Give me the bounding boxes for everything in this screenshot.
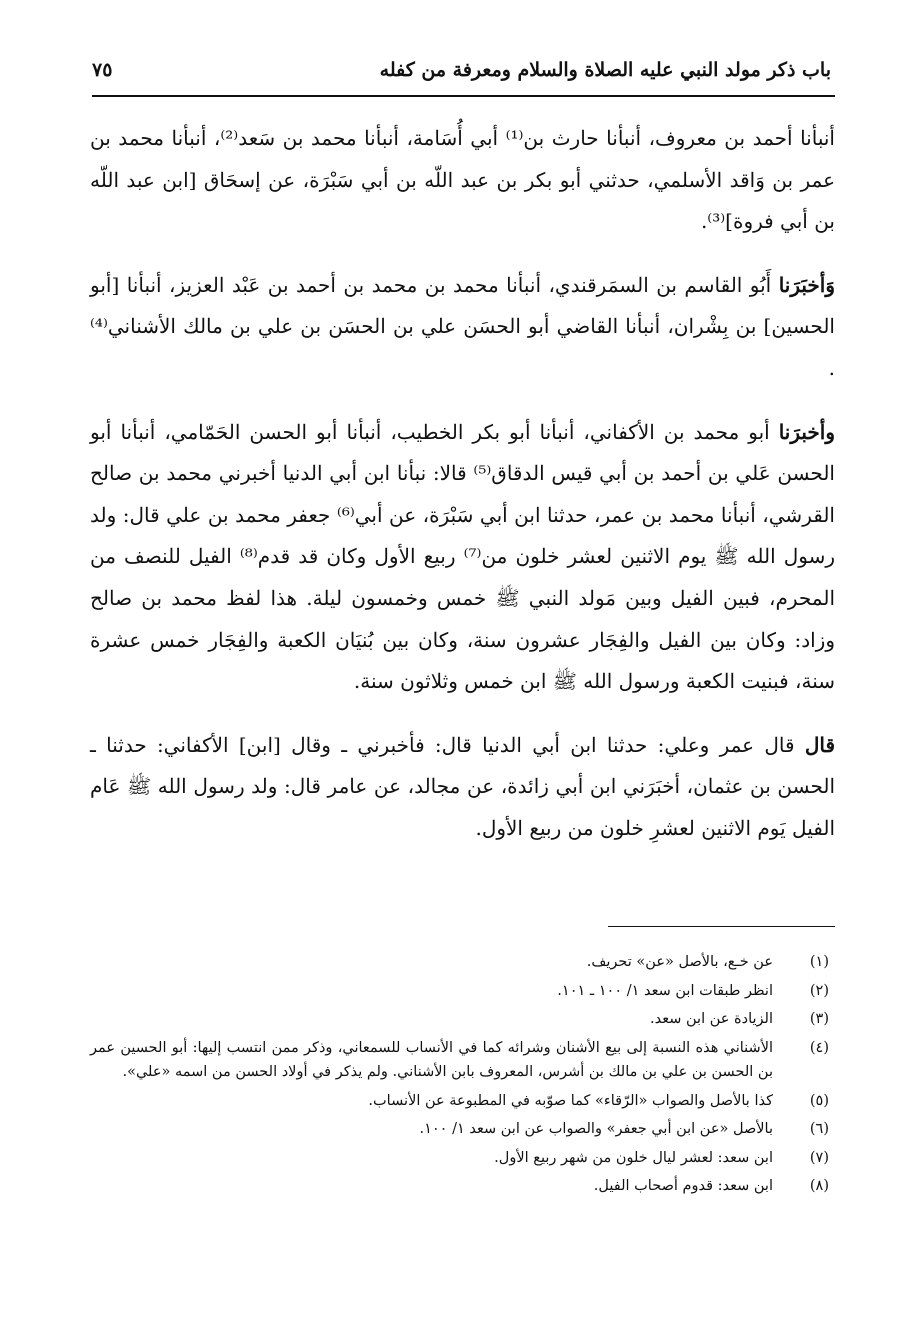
paragraph-text: أَبُو القاسم بن السمَرقندي، أنبأنا محمد بن محمد بن أحمد بن عَبْد العزيز، أنبأنا [أبو الحسين] بن بِشْران، أنبأنا القاضي أبو الحسَن علي بن الحسَن بن علي بن مالك الأشناني⁽⁴⁾ .: [90, 272, 835, 380]
footnote-2: [90, 979, 835, 1004]
footnote-number: (٥): [809, 1092, 829, 1109]
paragraph-1: [90, 118, 835, 243]
footnote-number: (٦): [809, 1121, 829, 1137]
footnote-text: ابن سعد: قدوم أصحاب الفيل.: [593, 1178, 773, 1194]
paragraph-text: قال عمر وعلي: حدثنا ابن أبي الدنيا قال: فأخبرني ـ وقال [ابن] الأكفاني: حدثنا ـ الحسن بن عثمان، أخبَرَني ابن أبي زائدة، عن مجالد، عن عامر قال: ولد رسول الله ﷺ عَام الفيل يَوم الاثنين لعشرِ خلون من ربيع الأول.: [90, 732, 835, 840]
footnote-7: [90, 1146, 835, 1171]
page-number: ٧٥: [92, 59, 113, 81]
running-header: [92, 48, 831, 92]
chapter-title: باب ذكر مولد النبي عليه الصلاة والسلام ومعرفة من كفله: [379, 59, 831, 81]
footnote-text: ابن سعد: لعشر ليال خلون من شهر ربيع الأول.: [494, 1149, 773, 1166]
footnote-number: (٤): [809, 1039, 829, 1056]
footnotes-list: [90, 950, 835, 1203]
footnote-text: بالأصل «عن ابن أبي جعفر» والصواب عن ابن سعد ١/ ١٠٠.: [419, 1121, 773, 1137]
footnote-1: [90, 950, 835, 975]
paragraph-4: [90, 725, 835, 850]
footnote-number: (٧): [809, 1149, 829, 1166]
main-text: [90, 118, 835, 850]
footnote-text: الأشناني هذه النسبة إلى بيع الأشنان وشرائه كما في الأنساب للسمعاني، وذكر ممن انتسب إليها: أبو الحسين عمر بن الحسن بن علي بن مالك بن أشرس، المعروف بابن الأشناني. ولم يذكر في أولاد الحسن من اسمه «علي».: [90, 1039, 773, 1080]
footnote-number: (١): [809, 954, 829, 970]
footnote-number: (٢): [809, 982, 829, 999]
footnote-4: [90, 1036, 835, 1085]
paragraph-text: أنبأنا أحمد بن معروف، أنبأنا حارث بن⁽¹⁾ أبي أُسَامة، أنبأنا محمد بن سَعد⁽²⁾، أنبأنا محمد بن عمر بن وَاقد الأسلمي، حدثني أبو بكر بن عبد اللّه بن أبي سَبْرَة، عن إسحَاق [ابن عبد اللّه بن أبي فروة]⁽³⁾.: [90, 126, 835, 234]
footnote-text: كذا بالأصل والصواب «الرّقاء» كما صوّبه في المطبوعة عن الأنساب.: [368, 1092, 773, 1109]
footnote-5: [90, 1089, 835, 1114]
paragraph-text: أبو محمد بن الأكفاني، أنبأنا أبو بكر الخطيب، أنبأنا أبو الحسن الحَمّامي، أنبأنا أبو الحسن عَلي بن أحمد بن أبي قيس الدقاق⁽⁵⁾ قالا: نبأنا ابن أبي الدنيا أخبرني محمد بن صالح القرشي، أنبأنا محمد بن عمر، حدثنا ابن أبي سَبْرَة، عن أبي⁽⁶⁾ جعفر محمد بن علي قال: ولد رسول الله ﷺ يوم الاثنين لعشر خلون من⁽⁷⁾ ربيع الأول وكان قد قدم⁽⁸⁾ الفيل للنصف من المحرم، فبين الفيل وبين مَولد النبي ﷺ خمس وخمسون ليلة. هذا لفظ محمد بن صالح وزاد: وكان بين الفيل والفِجَار عشرون سنة، وكان بين بُنيَان الكعبة والفِجَار خمس عشرة سنة، فبنيت الكعبة ورسول الله ﷺ ابن خمس وثلاثون سنة.: [90, 419, 835, 694]
footnote-8: [90, 1174, 835, 1199]
footnote-3: [90, 1007, 835, 1032]
paragraph-lead: قال: [804, 732, 835, 757]
header-divider: [92, 95, 835, 97]
footnote-text: الزيادة عن ابن سعد.: [650, 1011, 773, 1027]
footnote-number: (٣): [809, 1011, 829, 1027]
footnote-6: [90, 1117, 835, 1142]
paragraph-3: [90, 412, 835, 703]
footnote-divider: [608, 926, 835, 927]
paragraph-lead: وَأخبَرَنا: [778, 272, 835, 297]
footnote-text: عن خـع، بالأصل «عن» تحريف.: [586, 954, 773, 970]
paragraph-lead: وأخبرَنا: [778, 419, 835, 444]
footnote-number: (٨): [809, 1178, 829, 1194]
paragraph-2: [90, 265, 835, 390]
footnote-text: انظر طبقات ابن سعد ١/ ١٠٠ ـ ١٠١.: [557, 982, 773, 999]
